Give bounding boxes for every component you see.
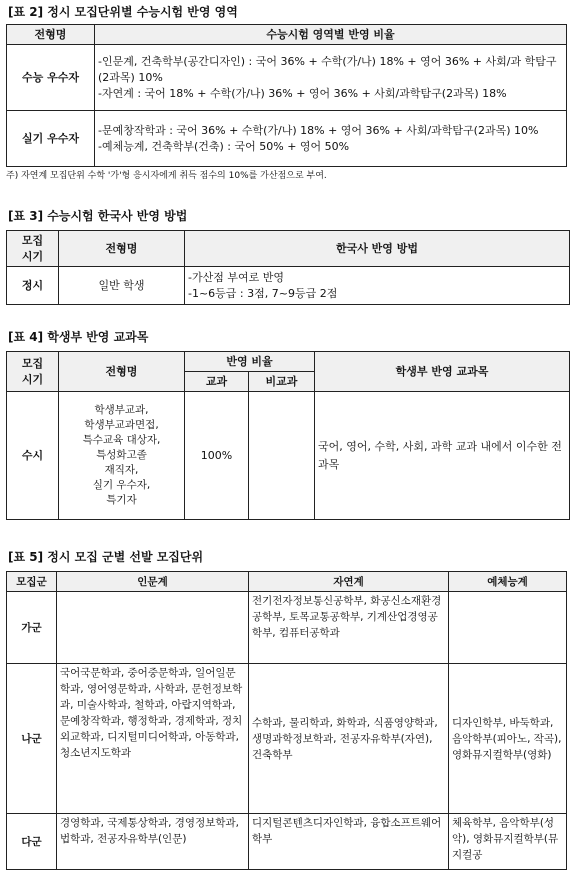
table3-header-name: 전형명 bbox=[59, 231, 185, 267]
table4-title: [표 4] 학생부 반영 교과목 bbox=[8, 330, 149, 344]
table5-title: [표 5] 정시 모집 군별 선발 모집단위 bbox=[8, 550, 204, 564]
table5-row-group: 가군 bbox=[7, 592, 57, 664]
table2-row-content: -인문계, 건축학부(공간디자인) : 국어 36% + 수학(가/나) 18% + 영어 36% + 사회/과 학탐구(2과목) 10% -자연계 : 국어 18% + 수학(가/나) 36% + 영어 36% + 사회/과학탐구(2과목) 18% bbox=[95, 45, 567, 111]
table5-header-science: 자연계 bbox=[249, 572, 449, 592]
table2-note: 주) 자연계 모집단위 수학 '가'형 응시자에게 취득 점수의 10%를 가산점으로 부여. bbox=[6, 171, 327, 181]
table3-title: [표 3] 수능시험 한국사 반영 방법 bbox=[8, 209, 188, 223]
table4-header-name: 전형명 bbox=[59, 352, 185, 392]
table5-row-humanities: 국어국문학과, 중어중문학과, 일어일문학과, 영어영문학과, 사학과, 문헌정보학과, 미술사학과, 철학과, 아랍지역학과, 문예창작학과, 행정학과, 경제학과, 정치외교학과, 디지털미디어학과, 아동학과, 청소년지도학과 bbox=[57, 664, 249, 814]
table5-row-humanities bbox=[57, 592, 249, 664]
table5-row-arts: 체육학부, 음악학부(성악), 영화뮤지컬학부(뮤지컬공 bbox=[449, 814, 567, 870]
table5-header-humanities: 인문계 bbox=[57, 572, 249, 592]
table3-row-period: 정시 bbox=[7, 267, 59, 305]
table5-row-science: 전기전자정보통신공학부, 화공신소재환경공학부, 토목교통공학부, 기계산업경영공학부, 컴퓨터공학과 bbox=[249, 592, 449, 664]
table5-row-science: 디지털콘텐츠디자인학과, 융합소프트웨어학부 bbox=[249, 814, 449, 870]
table5-row-group: 나군 bbox=[7, 664, 57, 814]
table3-row-name: 일반 학생 bbox=[59, 267, 185, 305]
table5-row-arts: 디자인학부, 바둑학과, 음악학부(피아노, 작곡), 영화뮤지컬학부(영화) bbox=[449, 664, 567, 814]
table4-row-name: 학생부교과, 학생부교과면접, 특수교육 대상자, 특성화고졸 재직자, 실기 우수자, 특기자 bbox=[59, 392, 185, 520]
table4-header-ratio: 반영 비율 bbox=[185, 352, 315, 372]
table2-row-name: 수능 우수자 bbox=[7, 45, 95, 111]
table5-row-group: 다군 bbox=[7, 814, 57, 870]
table5-header-arts: 예체능계 bbox=[449, 572, 567, 592]
table4-header-courses: 학생부 반영 교과목 bbox=[315, 352, 570, 392]
table2-row-content: -문예창작학과 : 국어 36% + 수학(가/나) 18% + 영어 36% + 사회/과학탐구(2과목) 10% -예체능계, 건축학부(건축) : 국어 50% + 영어 50% bbox=[95, 111, 567, 167]
table4 bbox=[6, 351, 570, 520]
table5-row-science: 수학과, 물리학과, 화학과, 식품영양학과, 생명과학정보학과, 전공자유학부(자연), 건축학부 bbox=[249, 664, 449, 814]
table3-header-method: 한국사 반영 방법 bbox=[185, 231, 570, 267]
table2-header-ratio: 수능시험 영역별 반영 비율 bbox=[95, 25, 567, 45]
table5 bbox=[6, 571, 567, 870]
table2-title: [표 2] 정시 모집단위별 수능시험 반영 영역 bbox=[8, 5, 238, 19]
table4-header-nonsubject: 비교과 bbox=[249, 372, 315, 392]
table4-row-period: 수시 bbox=[7, 392, 59, 520]
table5-header-group: 모집군 bbox=[7, 572, 57, 592]
table4-row-courses: 국어, 영어, 수학, 사회, 과학 교과 내에서 이수한 전과목 bbox=[315, 392, 570, 520]
table4-header-period: 모집 시기 bbox=[7, 352, 59, 392]
table2 bbox=[6, 24, 567, 167]
table3-row-method: -가산점 부여로 반영 -1~6등급 : 3점, 7~9등급 2점 bbox=[185, 267, 570, 305]
table5-row-arts bbox=[449, 592, 567, 664]
table5-row-humanities: 경영학과, 국제통상학과, 경영정보학과, 법학과, 전공자유학부(인문) bbox=[57, 814, 249, 870]
table2-row-name: 실기 우수자 bbox=[7, 111, 95, 167]
table3 bbox=[6, 230, 570, 305]
table4-row-subject: 100% bbox=[185, 392, 249, 520]
table4-row-nonsubject bbox=[249, 392, 315, 520]
table4-header-subject: 교과 bbox=[185, 372, 249, 392]
table2-header-name: 전형명 bbox=[7, 25, 95, 45]
table3-header-period: 모집 시기 bbox=[7, 231, 59, 267]
